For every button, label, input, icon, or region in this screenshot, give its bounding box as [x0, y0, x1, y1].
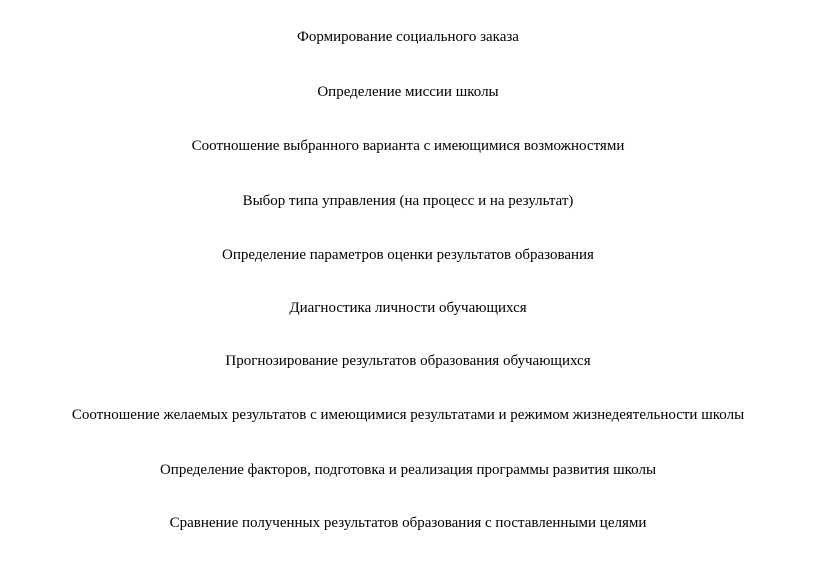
- step-8-desired-vs-actual: Соотношение желаемых результатов с имеющимися результатами и режимом жизнедеятельности школы: [71, 407, 745, 423]
- step-2-school-mission: Определение миссии школы: [317, 84, 499, 100]
- step-5-evaluation-params: Определение параметров оценки результатов образования: [222, 247, 594, 263]
- step-4-management-type: Выбор типа управления (на процесс и на результат): [242, 193, 574, 209]
- step-10-results-vs-goals: Сравнение полученных результатов образования с поставленными целями: [169, 515, 647, 531]
- step-1-social-order: Формирование социального заказа: [297, 29, 519, 45]
- step-7-results-forecast: Прогнозирование результатов образования обучающихся: [225, 353, 591, 369]
- step-3-option-vs-resources: Соотношение выбранного варианта с имеющимися возможностями: [191, 138, 625, 154]
- step-9-development-program: Определение факторов, подготовка и реализация программы развития школы: [159, 462, 657, 478]
- step-6-student-diagnostics: Диагностика личности обучающихся: [289, 300, 527, 316]
